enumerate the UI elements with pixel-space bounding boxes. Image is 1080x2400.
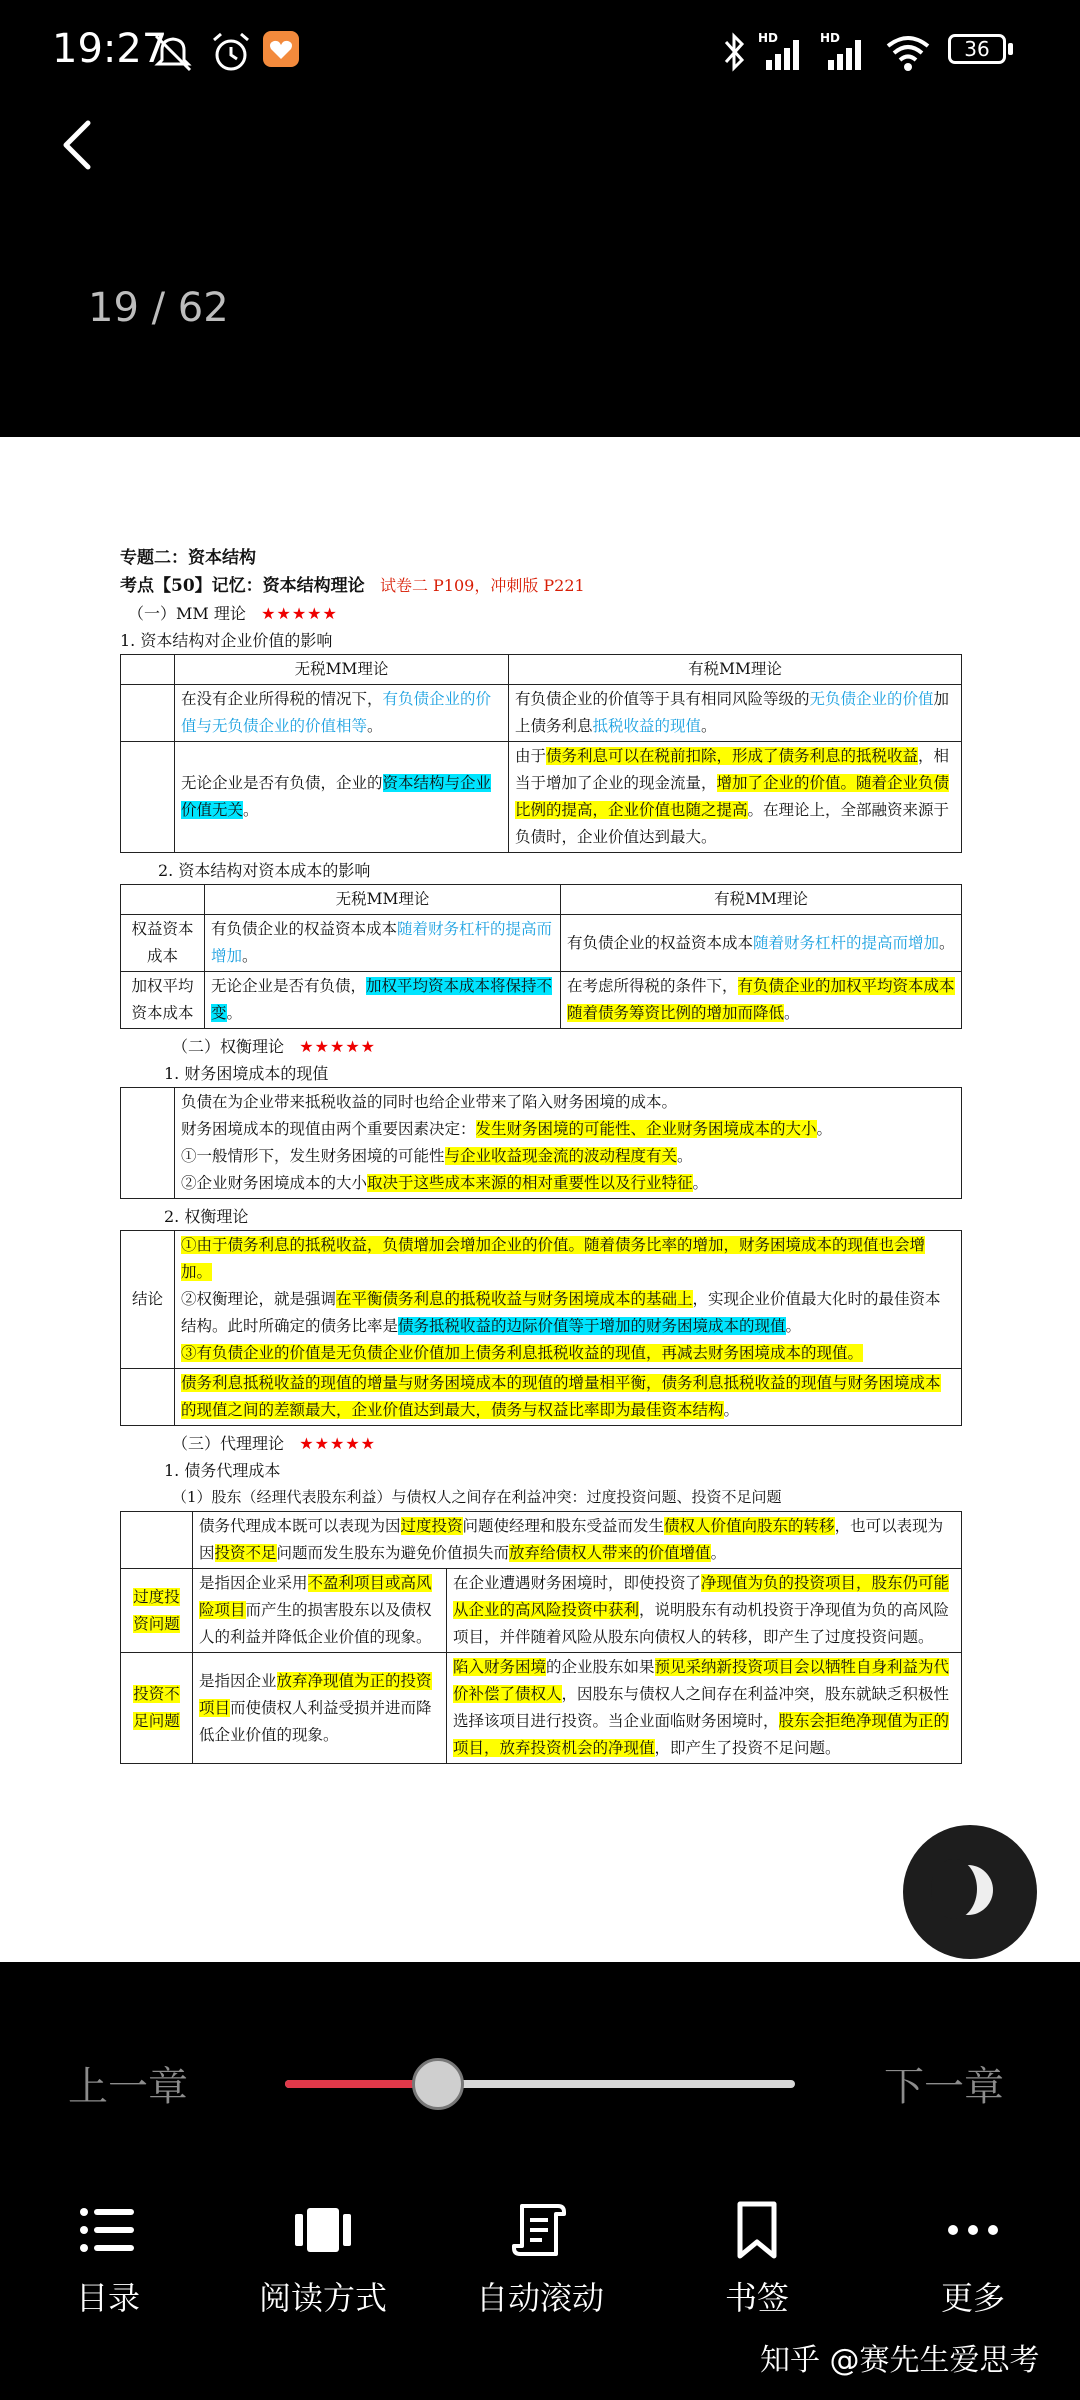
status-bar xyxy=(0,0,1080,105)
t4-label: 结论 xyxy=(121,1231,175,1369)
text-span: ，相当于增加了企业的现金流量， xyxy=(515,747,950,792)
point-label: 考点【50】记忆：资本结构理论 xyxy=(120,576,365,596)
t5-r1-explanation xyxy=(447,1569,962,1653)
text-span: 资本结构与企业价值无关 xyxy=(181,774,492,819)
agency-section-title xyxy=(120,1430,962,1457)
signal-1-icon xyxy=(758,30,810,76)
text-span: 无论企业是否有负债， xyxy=(211,977,367,995)
more-button[interactable] xyxy=(898,2195,1048,2319)
next-chapter-button[interactable]: 下一章 xyxy=(884,2064,1004,2110)
read-mode-label: 阅读方式 xyxy=(258,2279,387,2317)
list-icon xyxy=(78,2205,138,2255)
t2-r1-tax xyxy=(561,915,962,972)
t5-r0-label xyxy=(121,1512,193,1569)
t4-content xyxy=(175,1231,962,1369)
text-line xyxy=(181,1143,955,1170)
prev-chapter-button[interactable]: 上一章 xyxy=(68,2064,188,2110)
text-span: 加上债务利息 xyxy=(515,690,950,735)
text-span: 。 xyxy=(243,801,259,819)
s5-subtitle: （1）股东（经理代表股东利益）与债权人之间存在利益冲突：过度投资问题、投资不足问题 xyxy=(172,1488,782,1506)
bookmark-button[interactable] xyxy=(682,2195,832,2319)
topic-title: 专题二：资本结构 xyxy=(120,548,256,568)
text-span: 。 xyxy=(710,1544,727,1562)
text-span: 有负债企业的加权平均资本成本随着债务筹资比例的增加而降低 xyxy=(567,977,955,1022)
text-span: 不盈利项目或高风险项目 xyxy=(199,1574,432,1619)
text-span: ，也可以表现为因 xyxy=(199,1517,944,1562)
rating-stars: ★★★★★ xyxy=(261,604,338,623)
battery-tip xyxy=(1008,43,1013,55)
toc-button[interactable] xyxy=(33,2195,183,2319)
text-span: 财务困境成本的现值由两个重要因素决定： xyxy=(181,1120,476,1138)
text-span: 是指因企业采用 xyxy=(199,1574,308,1592)
s3-title: 1. 财务困境成本的现值 xyxy=(164,1064,329,1083)
t2-header-tax: 有税MM理论 xyxy=(561,885,962,915)
text-span: 在考虑所得税的条件下， xyxy=(567,977,738,995)
text-span: 放弃给债权人带来的价值增值 xyxy=(509,1544,711,1562)
progress-knob[interactable] xyxy=(412,2058,464,2110)
text-span: 发生财务困境的可能性、企业财务困境成本的大小 xyxy=(475,1120,817,1138)
mm-title-text: （一）MM 理论 xyxy=(128,604,246,623)
t5-r2-definition xyxy=(193,1653,447,1764)
text-line xyxy=(181,1232,955,1286)
text-span: 无负债企业的价值 xyxy=(809,690,934,708)
text-span: 预见采纳新投资项目会以牺牲自身利益为代价补偿了债权人 xyxy=(453,1658,950,1703)
text-span: 债权人价值向股东的转移 xyxy=(664,1517,835,1535)
tradeoff-title-text: （二）权衡理论 xyxy=(172,1037,285,1056)
auto-scroll-label: 自动滚动 xyxy=(475,2279,604,2317)
text-span: 问题而发生股东为避免价值损失而 xyxy=(276,1544,510,1562)
t1-r2-no-tax xyxy=(175,742,509,853)
t4-r2-label xyxy=(121,1369,175,1426)
bookmark-icon xyxy=(732,2200,782,2260)
text-span: 。 xyxy=(701,717,717,735)
text-span: 股东会拒绝净现值为正的项目，放弃投资机会的净现值 xyxy=(453,1712,950,1757)
text-span: ，说明股东有动机投资于净现值为负的高风险项目，并伴随着风险从股东向债权人的转移，即产生了过度投资问题。 xyxy=(453,1601,950,1646)
text-span: 。 xyxy=(939,933,955,952)
text-span: 是指因企业 xyxy=(199,1671,277,1690)
distress-cost-table xyxy=(120,1087,962,1199)
moon-icon-shadow xyxy=(931,1859,977,1919)
text-line xyxy=(181,1116,955,1143)
s5-title: 1. 债务代理成本 xyxy=(164,1461,281,1480)
text-span: 与企业收益现金流的波动程度有关 xyxy=(444,1147,678,1165)
text-span: 。在理论上，全部融资来源于负债时，企业价值达到最大。 xyxy=(515,801,950,846)
t3-content xyxy=(175,1088,962,1199)
document-page[interactable] xyxy=(0,437,1080,1962)
back-icon[interactable] xyxy=(50,115,110,175)
text-span: 过度投资问题 xyxy=(133,1587,180,1633)
text-span: 放弃净现值为正的投资项目 xyxy=(199,1671,432,1717)
text-line xyxy=(181,1170,955,1197)
text-span: 债务代理成本既可以表现为因 xyxy=(199,1517,401,1535)
text-span: 加权平均资本成本将保持不变 xyxy=(211,977,553,1022)
s1-title: 1. 资本结构对企业价值的影响 xyxy=(120,631,333,650)
mute-icon xyxy=(150,30,196,76)
text-line xyxy=(181,1340,955,1367)
text-span: 陷入财务困境 xyxy=(453,1658,547,1676)
read-mode-button[interactable] xyxy=(248,2195,398,2319)
t5-r1-label xyxy=(121,1569,193,1653)
page-counter: 19 / 62 xyxy=(88,285,229,331)
text-span: ，实现企业价值最大化时的最佳资本结构。此时所确定的债务比率是 xyxy=(181,1290,941,1335)
t2-r2-no-tax xyxy=(205,972,561,1029)
text-span: 在平衡债务利息的抵税收益与财务困境成本的基础上 xyxy=(336,1290,693,1308)
mm-section-title xyxy=(120,600,962,627)
s2-title: 2. 资本结构对资本成本的影响 xyxy=(158,861,371,880)
t1-r1-tax xyxy=(509,685,962,742)
t1-corner xyxy=(121,655,175,685)
battery-level: 36 xyxy=(964,37,990,61)
text-span: 在没有企业所得税的情况下， xyxy=(181,690,383,708)
text-span: 的企业股东如果 xyxy=(546,1658,655,1676)
t3-label xyxy=(121,1088,175,1199)
bookmark-label: 书签 xyxy=(724,2279,789,2317)
status-time: 19:27 xyxy=(52,26,168,72)
t1-r1-label xyxy=(121,685,175,742)
text-span: 问题使经理和股东受益而发生 xyxy=(462,1517,665,1535)
text-span: 。 xyxy=(226,1004,243,1022)
t2-r1-label: 权益资本成本 xyxy=(121,915,205,972)
text-span: 债务与权益比率即为最佳资本结构 xyxy=(491,1401,724,1419)
t2-r1-no-tax xyxy=(205,915,561,972)
agency-cost-table xyxy=(120,1511,962,1764)
t5-r0-content xyxy=(193,1512,962,1569)
s4-title: 2. 权衡理论 xyxy=(164,1207,249,1226)
text-span: 。 xyxy=(723,1401,740,1419)
more-label: 更多 xyxy=(940,2279,1005,2317)
t2-corner xyxy=(121,885,205,915)
text-span: 投资不足问题 xyxy=(133,1685,180,1730)
text-span: ①由于债务利息的抵税收益，负债增加会增加企业的价值。随着债务比率的增加，财务困境成本的现值也会增加。 xyxy=(181,1236,926,1281)
text-span: 有负债企业的价值与无负债企业的价值相等 xyxy=(181,690,492,735)
mm-cost-table xyxy=(120,884,962,1029)
t2-r2-label: 加权平均资本成本 xyxy=(121,972,205,1029)
alarm-icon xyxy=(208,30,254,76)
text-span: 过度投资 xyxy=(400,1517,463,1535)
t1-r2-tax xyxy=(509,742,962,853)
text-span: 。 xyxy=(242,947,258,965)
text-span: 债务利息可以在税前扣除，形成了债务利息的抵税收益 xyxy=(546,747,919,765)
text-span: 抵税收益的现值 xyxy=(592,717,702,735)
bluetooth-icon xyxy=(720,30,750,76)
text-span: 。 xyxy=(367,717,383,735)
t1-header-no-tax: 无税MM理论 xyxy=(175,655,509,685)
t5-r1-definition xyxy=(193,1569,447,1653)
battery-icon xyxy=(948,34,1006,64)
t4-r2-content xyxy=(175,1369,962,1426)
text-span: ②企业财务困境成本的大小 xyxy=(181,1174,368,1192)
agency-title-text: （三）代理理论 xyxy=(172,1434,285,1453)
progress-slider[interactable] xyxy=(285,2080,795,2088)
t5-r2-label xyxy=(121,1653,193,1764)
more-icon xyxy=(943,2220,1003,2240)
text-span: 由于 xyxy=(515,747,547,765)
text-span: 。 xyxy=(784,1004,800,1022)
document-content xyxy=(120,545,962,1764)
page-flip-icon xyxy=(293,2205,353,2255)
point-reference: 试卷二 P109，冲刺版 P221 xyxy=(379,576,585,595)
text-span: 有负债企业的权益资本成本 xyxy=(567,933,754,952)
text-span: 债务利息抵税收益的现值的增量与财务困境成本的现值的增量相平衡，债务利息抵税收益的现值与财务困境成本的现值之间的差额最大，企业价值达到最大， xyxy=(181,1374,941,1419)
text-span: ①一般情形下，发生财务困境的可能性 xyxy=(181,1147,445,1165)
watermark: 知乎 @赛先生爱思考 xyxy=(760,2343,1040,2378)
rating-stars: ★★★★★ xyxy=(299,1434,376,1453)
text-span: 而产生的损害股东以及债权人的利益并降低企业价值的现象。 xyxy=(199,1601,432,1646)
night-mode-button[interactable] xyxy=(903,1825,1037,1959)
t5-r2-explanation xyxy=(447,1653,962,1764)
t2-r2-tax xyxy=(561,972,962,1029)
rating-stars: ★★★★★ xyxy=(299,1037,376,1056)
app-notification-icon xyxy=(262,30,300,68)
text-span: 随着财务杠杆的提高而增加 xyxy=(753,933,940,952)
text-span: 。 xyxy=(816,1120,833,1138)
text-span: 有负债企业的权益资本成本 xyxy=(211,920,398,938)
text-span: 净现值为负的投资项目，股东仍可能从企业的高风险投资中获利 xyxy=(453,1574,950,1619)
text-span: 债务抵税收益的边际价值等于增加的财务困境成本的现值 xyxy=(398,1317,786,1335)
text-span: 取决于这些成本来源的相对重要性以及行业特征 xyxy=(367,1174,693,1192)
t1-header-tax: 有税MM理论 xyxy=(509,655,962,685)
text-span: 。 xyxy=(692,1174,709,1192)
text-span: ③有负债企业的价值是无负债企业价值加上债务利息抵税收益的现值，再减去财务困境成本的现值。 xyxy=(181,1344,864,1362)
mm-value-table xyxy=(120,654,962,853)
auto-scroll-button[interactable] xyxy=(465,2195,615,2319)
tradeoff-section-title xyxy=(120,1033,962,1060)
text-span: 。 xyxy=(677,1147,693,1165)
text-span: 无论企业是否有负债，企业的 xyxy=(181,774,383,792)
text-span: ，即产生了投资不足问题。 xyxy=(654,1739,841,1757)
text-line xyxy=(181,1286,955,1340)
text-line: 负债在为企业带来抵税收益的同时也给企业带来了陷入财务困境的成本。 xyxy=(181,1093,678,1111)
exam-point xyxy=(120,572,962,600)
t1-r2-label xyxy=(121,742,175,853)
toc-label: 目录 xyxy=(75,2279,140,2317)
text-span: 。 xyxy=(785,1317,802,1335)
tradeoff-table xyxy=(120,1230,962,1426)
scroll-icon xyxy=(510,2200,570,2260)
t1-r1-no-tax xyxy=(175,685,509,742)
svg-text:HD: HD xyxy=(758,31,779,45)
svg-text:HD: HD xyxy=(820,31,841,45)
wifi-icon xyxy=(884,30,932,76)
signal-2-icon xyxy=(820,30,872,76)
text-span: 增加了企业的价值。随着企业负债比例的提高，企业价值也随之提高 xyxy=(515,774,950,819)
text-span: 投资不足 xyxy=(214,1544,277,1562)
text-span: 而使债权人利益受损并进而降低企业价值的现象。 xyxy=(199,1698,432,1744)
t2-header-no-tax: 无税MM理论 xyxy=(205,885,561,915)
text-span: 有负债企业的价值等于具有相同风险等级的 xyxy=(515,690,810,708)
text-span: ②权衡理论，就是强调 xyxy=(181,1290,337,1308)
text-span: ，因股东与债权人之间存在利益冲突，股东就缺乏积极性选择该项目进行投资。当企业面临财务困境时， xyxy=(453,1685,950,1730)
text-span: 在企业遭遇财务困境时，即使投资了 xyxy=(453,1574,702,1592)
text-span: 随着财务杠杆的提高而增加 xyxy=(211,920,553,965)
